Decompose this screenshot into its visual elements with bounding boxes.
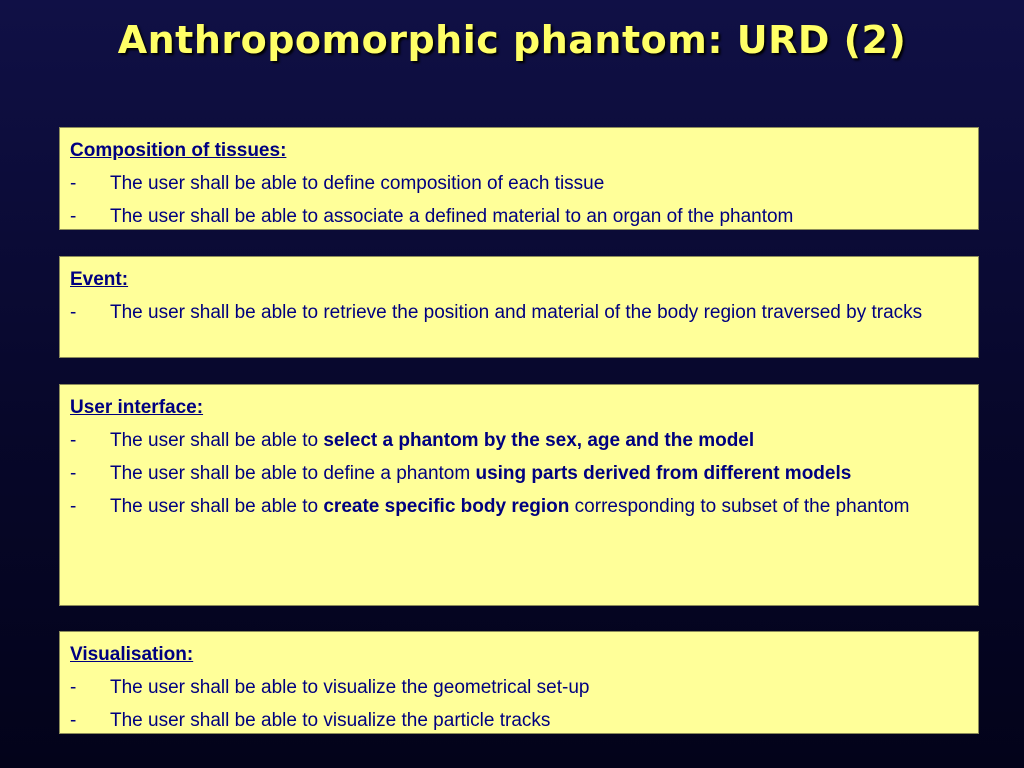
bullet-dash: - [70,496,77,517]
requirement-item [70,200,968,233]
bullet-dash: - [70,173,77,194]
bullet-dash: - [70,302,77,323]
section-heading: Event: [70,269,129,290]
bullet-dash: - [70,206,77,227]
section-heading: User interface: [70,397,204,418]
requirement-item [70,167,968,200]
requirement-item [70,490,968,523]
bullet-dash: - [70,430,77,451]
bullet-dash: - [70,677,77,698]
composition-of-tissues-box [59,127,979,230]
bullet-dash: - [70,463,77,484]
requirement-text: The user shall be able to visualize the geometrical set-up [110,677,590,698]
bullet-dash: - [70,710,77,731]
requirement-text: The user shall be able to define composition of each tissue [110,173,605,194]
visualisation-box [59,631,979,734]
emphasis-text: create specific body region [323,496,570,517]
requirement-text: The user shall be able to retrieve the position and material of the body region traversed by tracks [110,302,923,323]
requirement-text: The user shall be able to select a phantom by the sex, age and the model [110,430,755,451]
slide-title: Anthropomorphic phantom: URD (2) [117,18,907,62]
requirement-text: The user shall be able to define a phantom using parts derived from different models [110,463,852,484]
event-box [59,256,979,358]
requirement-item [70,457,968,490]
section-heading: Visualisation: [70,644,194,665]
emphasis-text: select a phantom by the sex, age and the model [323,430,755,451]
section-heading: Composition of tissues: [70,140,287,161]
requirement-text: The user shall be able to visualize the particle tracks [110,710,551,731]
requirement-item [70,296,968,329]
user-interface-box [59,384,979,606]
requirement-text: The user shall be able to create specific body region corresponding to subset of the phantom [110,496,910,517]
requirement-item [70,671,968,704]
requirement-item [70,424,968,457]
emphasis-text: using parts derived from different models [475,463,852,484]
requirement-text: The user shall be able to associate a defined material to an organ of the phantom [110,206,794,227]
requirement-item [70,704,968,737]
